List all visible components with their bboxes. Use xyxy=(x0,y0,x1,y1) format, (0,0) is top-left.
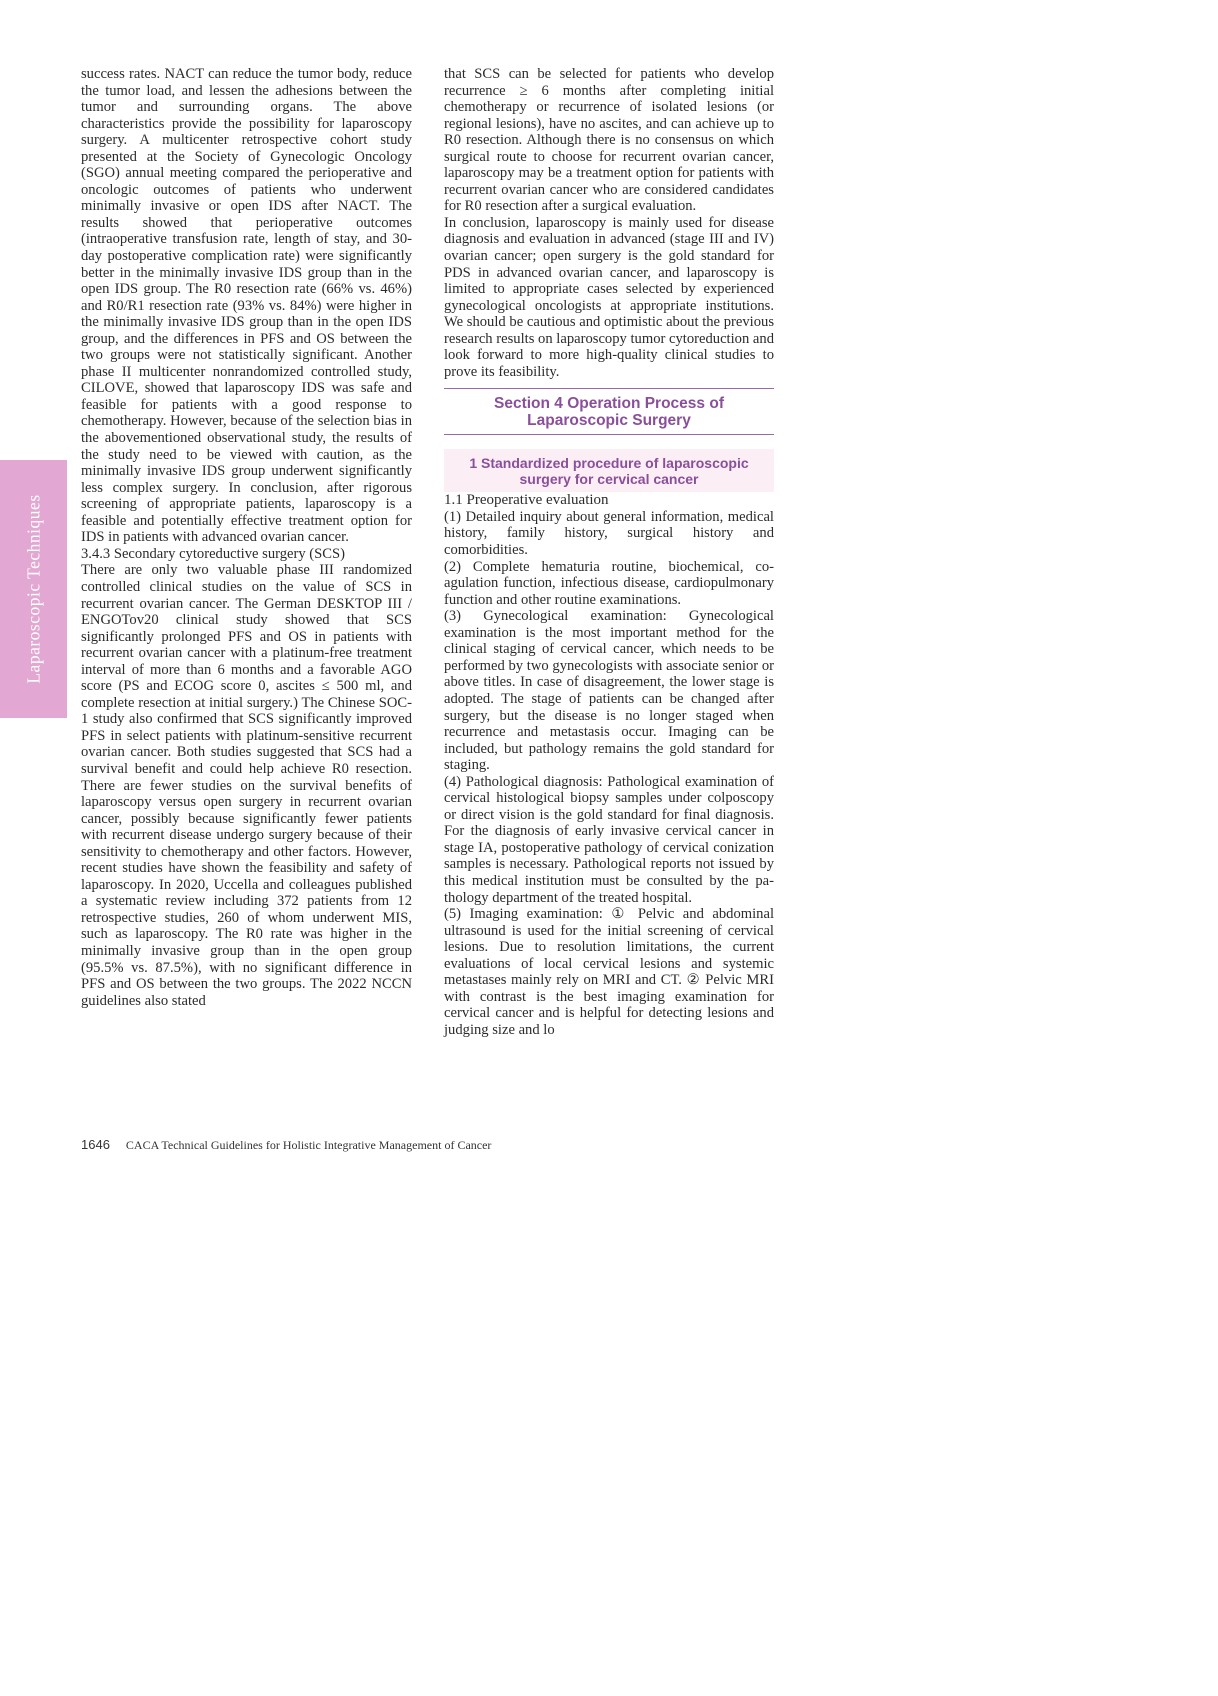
subsection-heading: 1 Standardized procedure of laparoscopic surgery for cervical cancer xyxy=(444,449,774,492)
paragraph: success rates. NACT can reduce the tumor body, reduce the tumor load, and lessen the adhesions between the tumor and surrounding organs. The above characteristics provide the possibility for laparoscopy surgery. A multicenter retrospective cohort study presented at the Society of Gynecologic Oncology (SGO) annual meeting compared the perioperative and oncologic outcomes of patients who underwent minimally invasive or open IDS after NACT. The results showed that perioperative outcomes (intraoperative transfusion rate, length of stay, and 30-day postoperative complication rate) were significantly better in the minimally invasive IDS group than in the open IDS group. The R0 resection rate (66% vs. 46%) and R0/R1 resection rate (93% vs. 84%) were higher in the minimally invasive IDS group than in the open IDS group, and the differences in PFS and OS between the two groups were not statistically significant. Another phase II multicenter nonrandomized controlled study, CILOVE, showed that laparoscopy IDS was safe and feasible for patients with a good response to chemotherapy. However, because of the selection bias in the abovementioned observational study, the results of the study need to be viewed with caution, as the minimally invasive IDS group underwent significantly less complex surgery. In conclusion, after rigorous screening of appropriate patients, laparoscopy is a feasible and potentially effective treatment option for IDS in patients with advanced ovarian cancer. xyxy=(81,66,412,546)
page-number: 1646 xyxy=(81,1137,110,1152)
list-item: (2) Complete hematuria routine, biochemical, coagulation function, infectious disease, cardiopulmonary function and other routine examinations. xyxy=(444,558,774,608)
side-tab-label: Laparoscopic Techniques xyxy=(23,494,43,684)
subsubsection-heading: 1.1 Preoperative evaluation xyxy=(444,492,609,509)
left-column xyxy=(81,66,412,1009)
list-item: (5) Imaging examination: ① Pelvic and abdominal ultrasound is used for the initial screening of cervical lesions. Due to resolution limitations, the current evaluations of local cervical lesions and systemic metastases mainly rely on MRI and CT. ② Pelvic MRI with contrast is the best imaging examination for cervical cancer and is helpful for detecting lesions and judging size and lo xyxy=(444,906,774,1038)
side-tab xyxy=(0,460,67,718)
list-item: (1) Detailed inquiry about general information, medical history, family history, surgical history and comorbidities. xyxy=(444,508,774,559)
paragraph: In conclusion, laparoscopy is mainly used for disease diagnosis and evaluation in advanced (stage III and IV) ovarian cancer; open surgery is the gold standard for PDS in advanced ovarian cancer, and laparoscopy is limited to appropriate cases selected by experienced gynecological oncologists at appropriate institutions. We should be cautious and optimistic about the previous research results on laparoscopy tumor cytoreduction and look forward to more high-quality clinical studies to prove its feasibility. xyxy=(444,214,774,380)
list-item: (3) Gynecological examination: Gynecological examination is the most important method for the clinical staging of cervical cancer, which needs to be performed by two gynecologists with associate senior or above titles. In case of disagreement, the lower stage is adopted. The stage of patients can be changed after surgery, but the disease is no longer staged when recurrence and metastasis occur. Imaging can be included, but pathology remains the gold standard for staging. xyxy=(444,608,774,774)
paragraph: There are only two valuable phase III randomized controlled clinical studies on the value of SCS in recurrent ovarian cancer. The German DESKTOP III / ENGOTov20 clinical study showed that SCS significantly prolonged PFS and OS in patients with recurrent ovarian cancer with a platinum-free treatment interval of more than 6 months and a favorable AGO score (PS and ECOG score 0, ascites ≤ 500 ml, and complete resection at initial surgery.) The Chinese SOC-1 study also confirmed that SCS significantly improved PFS in select patients with platinum-sensitive recurrent ovarian cancer. Both studies suggested that SCS had a survival benefit and could help achieve R0 resection. There are fewer studies on the survival benefits of laparoscopy versus open surgery in recurrent ovarian cancer, possibly because significantly fewer patients with recurrent disease undergo surgery because of their sensitivity to chemotherapy and other factors. However, recent studies have shown the feasibility and safety of laparoscopy. In 2020, Uccella and colleagues published a systematic review including 372 patients from 12 retrospective studies, 260 of whom underwent MIS, such as laparoscopy. The R0 rate was higher in the minimally invasive group than in the open group (95.5% vs. 87.5%), with no significant difference in PFS and OS between the two groups. The 2022 NCCN guidelines also stated xyxy=(81,562,412,1009)
page-footer xyxy=(81,1137,491,1153)
subheading-3-4-3: 3.4.3 Secondary cytoreductive surgery (SCS) xyxy=(81,545,345,562)
paragraph: that SCS can be selected for patients who develop recurrence ≥ 6 months after completing initial chemotherapy or recurrence of isolated lesions (or regional lesions), have no ascites, and can achieve up to R0 resection. Although there is no consensus on which surgical route to choose for recurrent ovarian cancer, laparoscopy may be a treatment option for patients with recurrent ovarian cancer who are considered candidates for R0 resection after a surgical evaluation. xyxy=(444,66,774,215)
right-column xyxy=(444,66,774,1038)
footer-title: CACA Technical Guidelines for Holistic Integrative Management of Cancer xyxy=(125,1138,492,1152)
section-heading: Section 4 Operation Process of Laparoscopic Surgery xyxy=(444,388,774,435)
list-item: (4) Pathological diagnosis: Pathological examination of cervical histological biopsy samples under colposcopy or direct vision is the gold standard for final diagnosis. For the diagnosis of early invasive cervical cancer in stage IA, postoperative pathology of cervical conization samples is necessary. Pathological reports not issued by this medical institution must be consulted by the pathology department of the treated hospital. xyxy=(444,773,774,906)
